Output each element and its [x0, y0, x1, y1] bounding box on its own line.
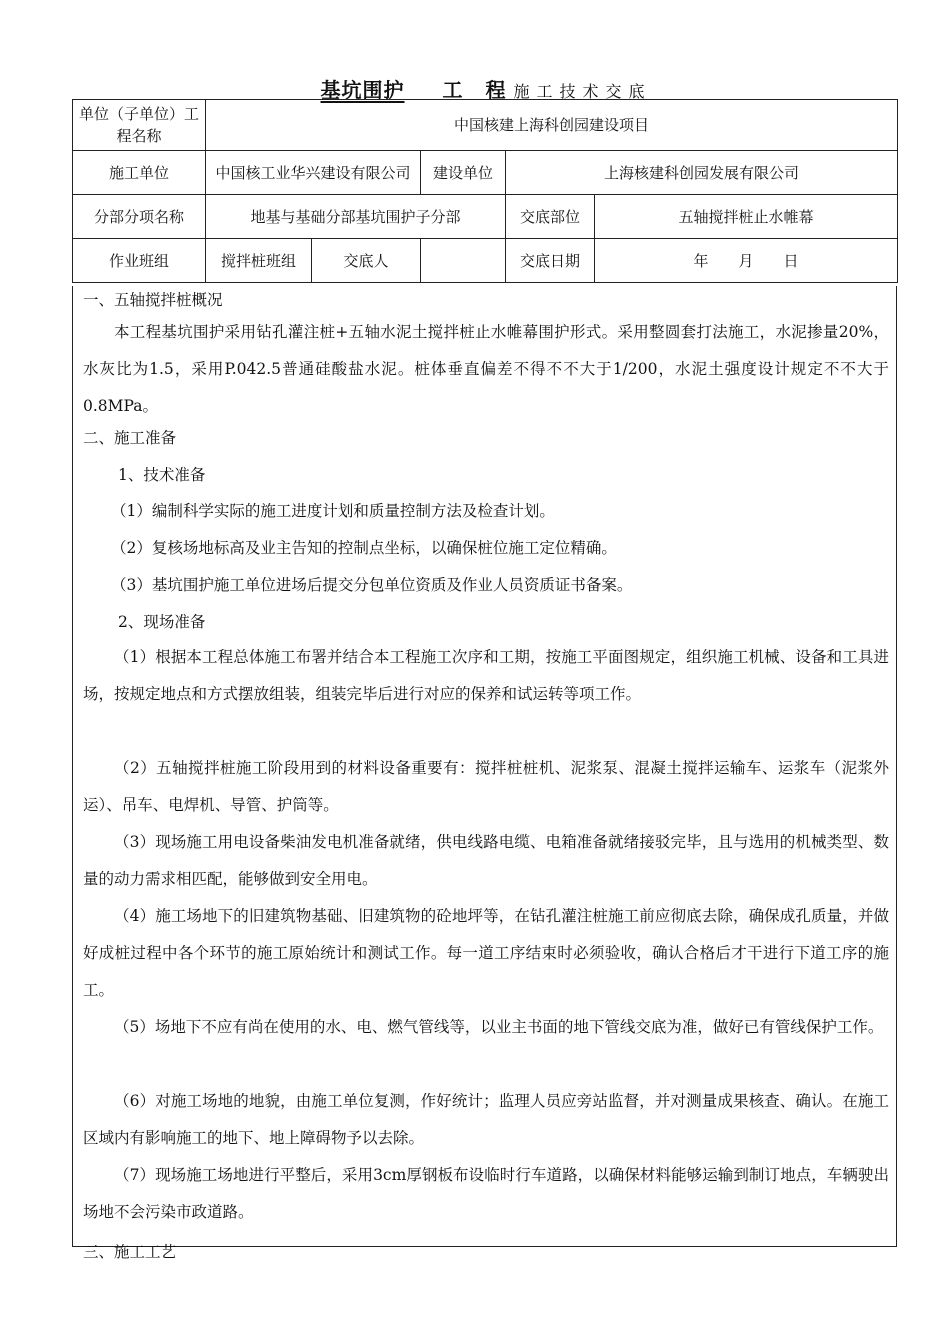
- tech-item-1: （1）编制科学实际的施工进度计划和质量控制方法及检查计划。: [111, 502, 555, 520]
- subproject-label: 分部分项名称: [73, 195, 206, 239]
- part-value: 五轴搅拌桩止水帷幕: [595, 195, 898, 239]
- section-3-title: 三、施工工艺: [83, 1243, 177, 1261]
- section-2-2-title: 2、现场准备: [118, 613, 206, 631]
- subproject-value: 地基与基础分部基坑围护子分部: [206, 195, 506, 239]
- tech-item-2: （2）复核场地标高及业主告知的控制点坐标，以确保桩位施工定位精确。: [111, 539, 617, 557]
- date-value: 年 月 日: [595, 239, 898, 283]
- site-item-4: （4）施工场地下的旧建筑物基础、旧建筑物的砼地坪等，在钻孔灌注桩施工前应彻底去除，确保成孔质量，并做好成桩过程中各个环节的施工原始统计和测试工作。每一道工序结束时必须验收，确认合格后才干进行下道工序的施工。: [83, 907, 889, 999]
- owner-value: 上海核建科创园发展有限公司: [506, 151, 898, 195]
- site-item-2: （2）五轴搅拌桩施工阶段用到的材料设备重要有：搅拌桩桩机、泥浆泵、混凝土搅拌运输车、运浆车（泥浆外运）、吊车、电焊机、导管、护筒等。: [83, 759, 889, 814]
- section-2-1-title: 1、技术准备: [118, 466, 206, 484]
- builder-value: 中国核工业华兴建设有限公司: [206, 151, 421, 195]
- content-area: [72, 286, 897, 1261]
- site-item-6: （6）对施工场地的地貌，由施工单位复测，作好统计；监理人员应旁站监督，并对测量成果核查、确认。在施工区域内有影响施工的地下、地上障碍物予以去除。: [83, 1092, 889, 1147]
- title-rest: 施工技术交底: [513, 82, 652, 101]
- unit-value: 中国核建上海科创园建设项目: [206, 100, 898, 151]
- title-gong: 工 程: [442, 78, 514, 102]
- builder-label: 施工单位: [73, 151, 206, 195]
- site-item-7: （7）现场施工场地进行平整后，采用3cm厚钢板布设临时行车道路，以确保材料能够运输到制订地点，车辆驶出场地不会污染市政道路。: [83, 1166, 889, 1221]
- tech-item-3: （3）基坑围护施工单位进场后提交分包单位资质及作业人员资质证书备案。: [111, 576, 633, 594]
- section-2-title: 二、施工准备: [83, 429, 177, 447]
- unit-label: 单位（子单位）工程名称: [73, 100, 206, 151]
- header-table: [72, 99, 898, 283]
- site-item-1: （1）根据本工程总体施工布署并结合本工程施工次序和工期，按施工平面图规定，组织施工机械、设备和工具进场，按规定地点和方式摆放组装，组装完毕后进行对应的保养和试运转等项工作。: [83, 648, 889, 703]
- part-label: 交底部位: [506, 195, 595, 239]
- discloser-value: [421, 239, 506, 283]
- site-item-5: （5）场地下不应有尚在使用的水、电、燃气管线等，以业主书面的地下管线交底为准，做好已有管线保护工作。: [114, 1018, 884, 1036]
- owner-label: 建设单位: [421, 151, 506, 195]
- section-1-title: 一、五轴搅拌桩概况: [83, 291, 223, 309]
- team-label: 作业班组: [73, 239, 206, 283]
- title-project: 基坑围护: [320, 78, 405, 102]
- team-value: 搅拌桩班组: [206, 239, 312, 283]
- date-label: 交底日期: [506, 239, 595, 283]
- section-1-paragraph: 本工程基坑围护采用钻孔灌注桩+五轴水泥土搅拌桩止水帷幕围护形式。采用整圆套打法施工，水泥掺量20%，水灰比为1.5，采用P.042.5普通硅酸盐水泥。桩体垂直偏差不得不不大于1/200，水泥土强度设计规定不不大于0.8MPa。: [83, 323, 889, 415]
- site-item-3: （3）现场施工用电设备柴油发电机准备就绪，供电线路电缆、电箱准备就绪接驳完毕，且与选用的机械类型、数量的动力需求相匹配，能够做到安全用电。: [83, 833, 889, 888]
- discloser-label: 交底人: [312, 239, 421, 283]
